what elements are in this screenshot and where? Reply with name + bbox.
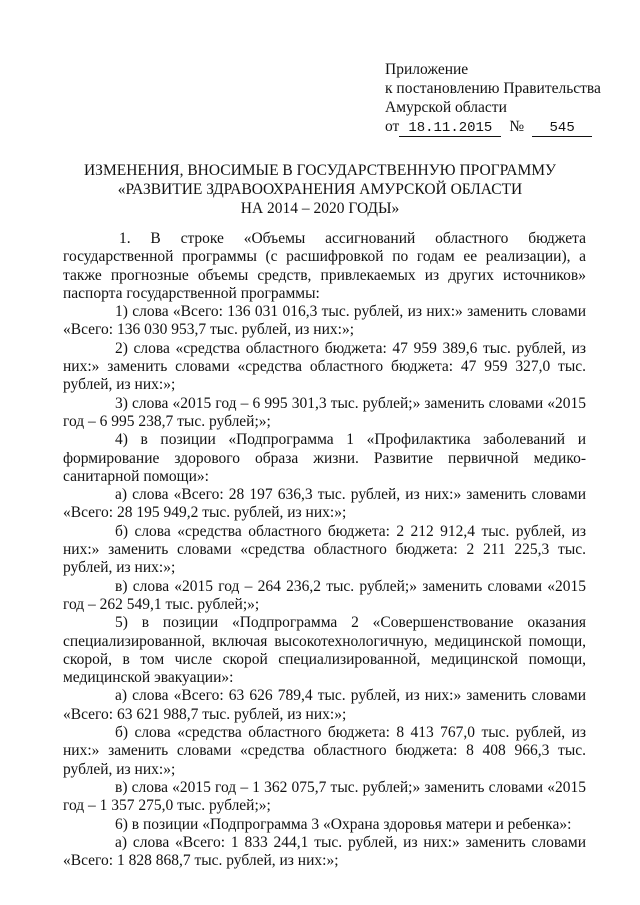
number-label: № — [509, 118, 525, 135]
title-line: НА 2014 – 2020 ГОДЫ» — [240, 200, 400, 217]
paragraph: а) слова «Всего: 1 833 244,1 тыс. рублей, из них:» заменить словами «Всего: 1 828 868,7 тыс. рублей, из них:»; — [63, 833, 586, 870]
appendix-resolution: к постановлению Правительства — [385, 80, 601, 97]
paragraph: а) слова «Всего: 28 197 636,3 тыс. рублей, из них:» заменить словами «Всего: 28 195 949,2 тыс. рублей, из них:»; — [63, 486, 586, 522]
paragraph: 1. В строке «Объемы ассигнований областного бюджета государственной программы (с расшифровкой по годам ее реализации), а также прогнозные объемы средств, привлекаемых из других источников» паспорта государственной программы: — [63, 230, 586, 302]
paragraph: б) слова «средства областного бюджета: 8 413 767,0 тыс. рублей, из них:» заменить словами «средства областного бюджета: 8 408 966,3 тыс. рублей, из них:»; — [63, 724, 586, 778]
paragraph: б) слова «средства областного бюджета: 2 212 912,4 тыс. рублей, из них:» заменить словами «средства областного бюджета: 2 211 225,3 тыс. рублей, из них:»; — [63, 522, 586, 577]
document-title — [60, 161, 580, 218]
document-body — [63, 230, 586, 870]
paragraph: 3) слова «2015 год – 6 995 301,3 тыс. рублей;» заменить словами «2015 год – 6 995 238,7 тыс. рублей;»; — [63, 394, 586, 430]
resolution-number: 545 — [532, 121, 592, 137]
paragraph: 6) в позиции «Подпрограмма 3 «Охрана здоровья матери и ребенка»: — [115, 815, 572, 833]
paragraph: в) слова «2015 год – 1 362 075,7 тыс. рублей;» заменить словами «2015 год – 1 357 275,0 тыс. рублей;»; — [63, 778, 586, 815]
resolution-date: 18.11.2015 — [399, 121, 501, 137]
paragraph: 2) слова «средства областного бюджета: 47 959 389,6 тыс. рублей, из них:» заменить словами «средства областного бюджета: 47 959 327,0 тыс. рублей, из них:»; — [63, 339, 586, 394]
title-line: ИЗМЕНЕНИЯ, ВНОСИМЫЕ В ГОСУДАРСТВЕННУЮ ПРОГРАММУ — [83, 162, 557, 179]
paragraph: 1) слова «Всего: 136 031 016,3 тыс. рублей, из них:» заменить словами «Всего: 136 030 953,7 тыс. рублей, из них:»; — [63, 303, 586, 339]
paragraph: 5) в позиции «Подпрограмма 2 «Совершенствование оказания специализированной, включая высокотехнологичную, медицинской помощи, скорой, в том числе скорой специализированной, медицинской помощи, медицинской эвакуации»: — [63, 614, 586, 687]
paragraph: в) слова «2015 год – 264 236,2 тыс. рублей;» заменить словами «2015 год – 262 549,1 тыс. рублей;»; — [63, 577, 586, 613]
date-prefix: от — [385, 118, 400, 135]
appendix-header — [385, 60, 601, 137]
title-line: «РАЗВИТИЕ ЗДРАВООХРАНЕНИЯ АМУРСКОЙ ОБЛАСТИ — [117, 181, 523, 198]
appendix-label: Приложение — [385, 61, 469, 78]
appendix-date-row — [385, 117, 601, 137]
paragraph: а) слова «Всего: 63 626 789,4 тыс. рублей, из них:» заменить словами «Всего: 63 621 988,7 тыс. рублей, из них:»; — [63, 687, 586, 723]
paragraph: 4) в позиции «Подпрограмма 1 «Профилактика заболеваний и формирование здорового образа жизни. Развитие первичной медико-санитарной помощи»: — [63, 431, 586, 485]
appendix-region: Амурской области — [385, 99, 507, 116]
